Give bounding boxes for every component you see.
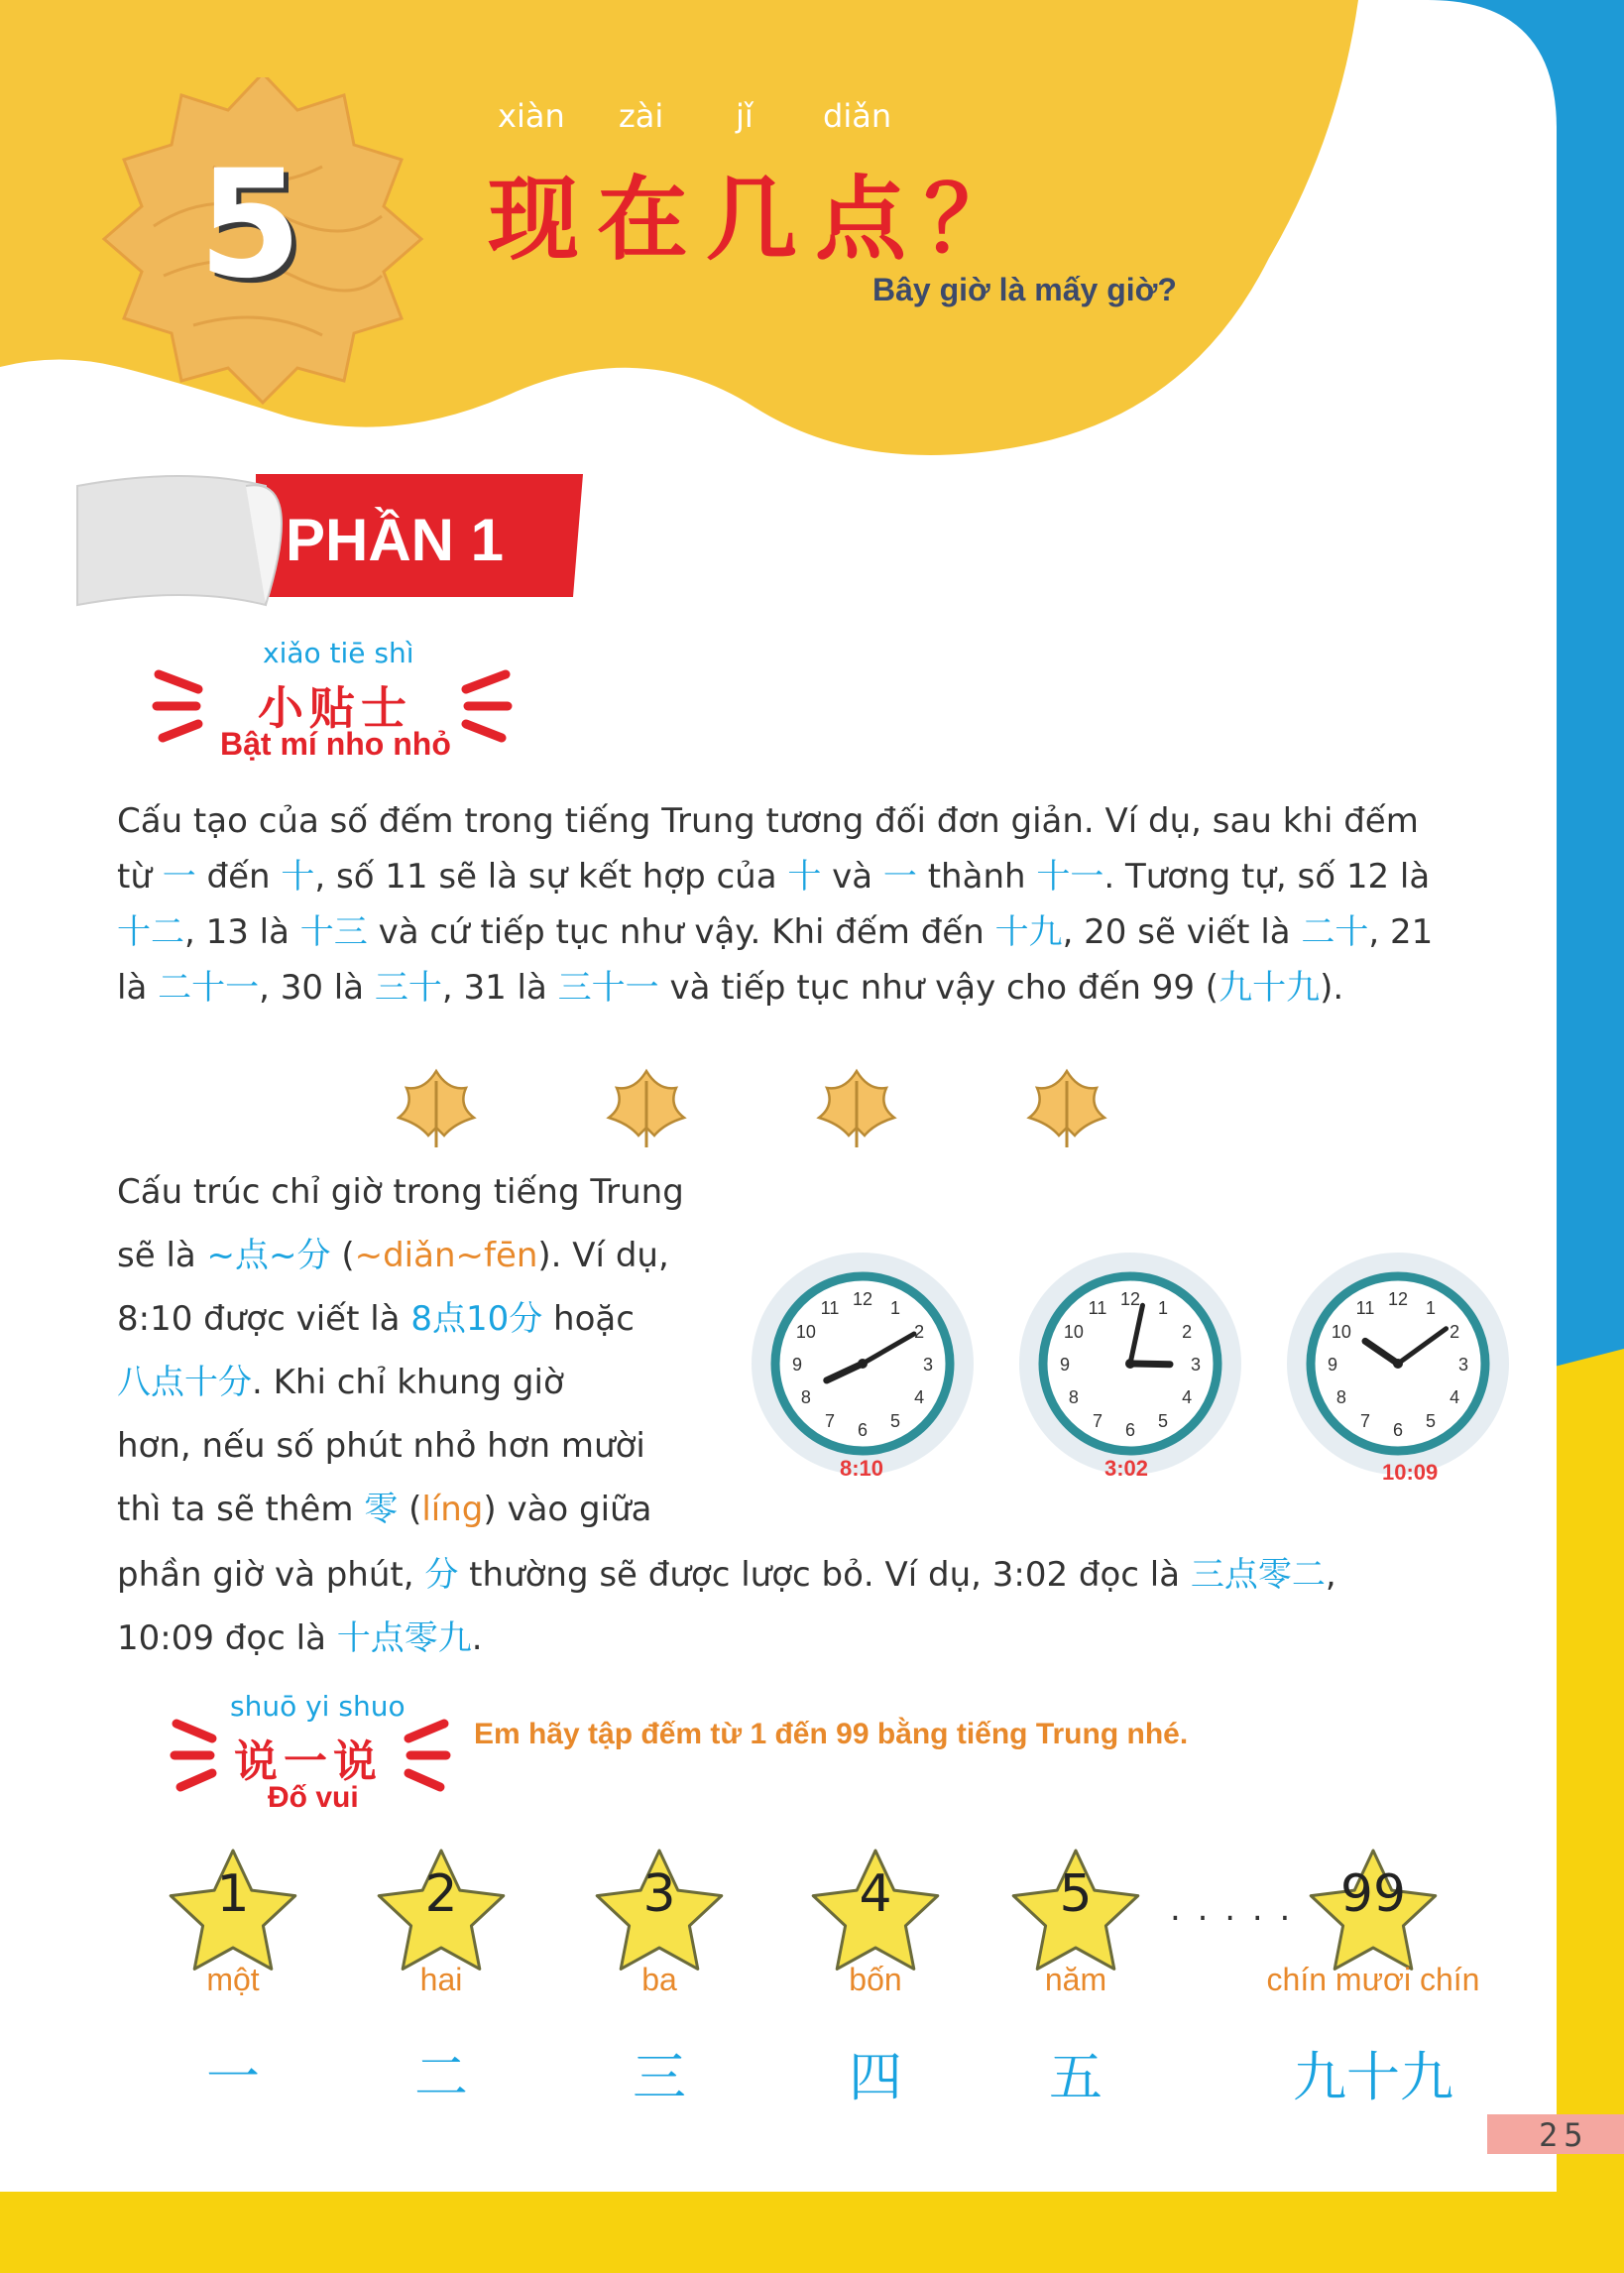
time-line <box>117 1414 702 1478</box>
number-word-vi: ba <box>641 1962 677 1997</box>
svg-text:11: 11 <box>820 1297 840 1318</box>
svg-text:11: 11 <box>1355 1297 1375 1318</box>
svg-text:4: 4 <box>1450 1387 1460 1407</box>
svg-text:5: 5 <box>889 1411 901 1432</box>
svg-text:12: 12 <box>1119 1289 1141 1309</box>
svg-text:5: 5 <box>1157 1411 1169 1432</box>
number-word-vi: một <box>206 1962 260 1997</box>
chinese-term: 十九 <box>994 912 1063 952</box>
activity-title-cn: 说一说 <box>234 1736 383 1787</box>
svg-text:10: 10 <box>795 1322 816 1342</box>
text-segment: , 30 là <box>259 968 375 1008</box>
time-line <box>117 1224 702 1287</box>
counting-line <box>117 960 1465 1016</box>
counting-line <box>117 793 1465 849</box>
svg-text:7: 7 <box>1092 1411 1103 1432</box>
time-line <box>117 1287 702 1351</box>
chinese-term: 一 <box>882 857 917 897</box>
clock-label-1: 8:10 <box>840 1456 884 1481</box>
chinese-term: 十三 <box>299 912 368 952</box>
counting-line <box>117 904 1465 960</box>
svg-text:8: 8 <box>1068 1387 1079 1407</box>
number-word-cn: 五 <box>1049 2046 1102 2108</box>
pinyin-term: ~diǎn~fēn <box>354 1236 538 1275</box>
leaf-icon <box>609 1071 684 1147</box>
chinese-term: 十 <box>787 857 822 897</box>
svg-text:2: 2 <box>914 1322 925 1342</box>
time-line <box>117 1160 702 1224</box>
chinese-term: 八点十分 <box>117 1363 252 1402</box>
text-segment: thì ta sẽ thêm <box>117 1490 365 1529</box>
counting-explanation <box>117 793 1465 1016</box>
bottom-band <box>0 2192 1624 2273</box>
title-pinyin-2: zài <box>619 97 664 135</box>
text-segment: , 21 <box>1368 912 1434 952</box>
number-word-vi: hai <box>419 1962 463 1997</box>
number-word-cn: 二 <box>414 2046 468 2108</box>
chinese-term: 8点10分 <box>410 1299 543 1339</box>
text-segment: thành <box>916 857 1037 897</box>
tip-title-cn: 小贴士 <box>258 681 412 735</box>
text-segment: , <box>1325 1555 1336 1595</box>
svg-text:7: 7 <box>1359 1411 1371 1432</box>
ellipsis: . . . . . <box>1170 1889 1294 1929</box>
star-number: 4 <box>859 1864 892 1924</box>
star-number: 5 <box>1059 1864 1093 1924</box>
activity-title-vi: Đố vui <box>268 1781 359 1814</box>
counting-line <box>117 849 1465 904</box>
clock-label-3: 10:09 <box>1382 1460 1439 1485</box>
chinese-term: 二十一 <box>158 968 260 1008</box>
leaf-divider <box>397 1066 1130 1155</box>
chinese-term: 零 <box>364 1490 399 1529</box>
activity-instruction: Em hãy tập đếm từ 1 đến 99 bằng tiếng Trung nhé. <box>474 1718 1189 1750</box>
number-word-cn: 一 <box>206 2046 260 2108</box>
number-word-cn: 九十九 <box>1293 2046 1453 2108</box>
text-segment: hơn, nếu số phút nhỏ hơn mười <box>117 1426 645 1466</box>
text-segment: , số 11 sẽ là sự kết hợp của <box>314 857 788 897</box>
text-segment: và tiếp tục như vậy cho đến 99 ( <box>658 968 1219 1008</box>
svg-text:5: 5 <box>1425 1411 1437 1432</box>
text-segment: sẽ là <box>117 1236 207 1275</box>
chinese-term: 分 <box>424 1555 459 1595</box>
text-segment: Cấu trúc chỉ giờ trong tiếng Trung <box>117 1172 684 1212</box>
svg-text:7: 7 <box>824 1411 836 1432</box>
svg-text:3: 3 <box>1190 1355 1202 1375</box>
time-cont-line <box>117 1543 1465 1607</box>
text-segment: và cứ tiếp tục như vậy. Khi đếm đến <box>367 912 995 952</box>
text-segment: hoặc <box>542 1299 635 1339</box>
clock-label-2: 3:02 <box>1104 1456 1149 1481</box>
svg-text:8: 8 <box>1335 1387 1346 1407</box>
svg-text:12: 12 <box>852 1289 873 1309</box>
text-segment: thường sẽ được lược bỏ. Ví dụ, 3:02 đọc là <box>458 1555 1191 1595</box>
time-line <box>117 1478 702 1541</box>
page-number: 25 <box>1539 2116 1589 2154</box>
number-word-vi: chín mươi chín <box>1266 1962 1480 1997</box>
chinese-term: ~点~分 <box>206 1236 331 1275</box>
svg-text:4: 4 <box>914 1387 925 1407</box>
title-pinyin-1: xiàn <box>498 97 565 135</box>
title-pinyin-4: diǎn <box>823 97 892 135</box>
text-segment: , 13 là <box>184 912 300 952</box>
star-number: 2 <box>424 1864 458 1924</box>
text-segment: Cấu tạo của số đếm trong tiếng Trung tương đối đơn giản. Ví dụ, sau khi đếm <box>117 801 1419 841</box>
section-label: PHẦN 1 <box>286 507 505 573</box>
number-word-cn: 三 <box>633 2046 686 2108</box>
star-number: 3 <box>642 1864 676 1924</box>
svg-text:1: 1 <box>889 1297 901 1318</box>
time-cont-line <box>117 1607 1465 1670</box>
tip-pinyin: xiǎo tiē shì <box>263 637 414 669</box>
page-title-cn: 现在几点？ <box>488 167 1034 273</box>
svg-text:11: 11 <box>1088 1297 1107 1318</box>
svg-text:9: 9 <box>1327 1355 1338 1375</box>
svg-text:3: 3 <box>1457 1355 1469 1375</box>
title-pinyin-3: jǐ <box>736 97 754 135</box>
text-segment: là <box>117 968 159 1008</box>
svg-text:12: 12 <box>1387 1289 1409 1309</box>
text-segment: và <box>821 857 883 897</box>
pinyin-term: líng <box>421 1490 484 1529</box>
chinese-term: 九十九 <box>1218 968 1321 1008</box>
svg-text:4: 4 <box>1182 1387 1193 1407</box>
svg-text:8: 8 <box>800 1387 811 1407</box>
clock-icon <box>752 1253 974 1475</box>
svg-text:10: 10 <box>1331 1322 1351 1342</box>
svg-text:6: 6 <box>1392 1420 1404 1440</box>
number-word-cn: 四 <box>849 2046 902 2108</box>
chinese-term: 三十 <box>374 968 442 1008</box>
svg-text:1: 1 <box>1157 1297 1169 1318</box>
leaf-icon <box>399 1071 474 1147</box>
text-segment: 8:10 được viết là <box>117 1299 411 1339</box>
svg-text:2: 2 <box>1450 1322 1460 1342</box>
leaf-icon <box>819 1071 894 1147</box>
star-number: 99 <box>1339 1864 1407 1924</box>
tip-title-vi: Bật mí nho nhỏ <box>220 726 451 762</box>
chinese-term: 三点零二 <box>1190 1555 1326 1595</box>
clock-icon <box>1019 1253 1241 1475</box>
chinese-term: 三十一 <box>557 968 659 1008</box>
text-segment: đến <box>195 857 282 897</box>
svg-text:9: 9 <box>1059 1355 1071 1375</box>
text-segment: ). <box>1320 968 1344 1008</box>
svg-text:10: 10 <box>1063 1322 1084 1342</box>
activity-pinyin: shuō yi shuo <box>230 1690 406 1723</box>
lesson-number: 5 <box>198 139 302 311</box>
text-segment: phần giờ và phút, <box>117 1555 425 1595</box>
page-subtitle-vi: Bây giờ là mấy giờ? <box>872 272 1177 307</box>
svg-text:9: 9 <box>791 1355 803 1375</box>
text-segment: , 31 là <box>441 968 558 1008</box>
svg-text:6: 6 <box>857 1420 869 1440</box>
text-segment: . Tương tự, số 12 là <box>1103 857 1431 897</box>
text-segment: ). Ví dụ, <box>537 1236 669 1275</box>
leaf-icon <box>1029 1071 1104 1147</box>
chinese-term: 十点零九 <box>336 1618 472 1658</box>
chinese-term: 一 <box>162 857 196 897</box>
text-segment: từ <box>117 857 163 897</box>
time-explanation <box>117 1160 702 1541</box>
chinese-term: 二十 <box>1301 912 1369 952</box>
text-segment: ) vào giữa <box>483 1490 652 1529</box>
text-segment: ( <box>398 1490 422 1529</box>
chinese-term: 十二 <box>117 912 184 952</box>
svg-text:1: 1 <box>1425 1297 1437 1318</box>
text-segment: ( <box>330 1236 355 1275</box>
text-segment: . <box>471 1618 483 1658</box>
clock-icon <box>1287 1253 1509 1475</box>
chinese-term: 十一 <box>1036 857 1104 897</box>
text-segment: 10:09 đọc là <box>117 1618 337 1658</box>
svg-text:6: 6 <box>1124 1420 1136 1440</box>
svg-text:2: 2 <box>1182 1322 1193 1342</box>
text-segment: , 20 sẽ viết là <box>1062 912 1302 952</box>
star-number: 1 <box>216 1864 250 1924</box>
chinese-term: 十 <box>281 857 315 897</box>
svg-text:3: 3 <box>922 1355 934 1375</box>
text-segment: . Khi chỉ khung giờ <box>252 1363 564 1402</box>
time-explanation-continued <box>117 1543 1465 1670</box>
number-word-vi: bốn <box>849 1962 902 1997</box>
number-word-vi: năm <box>1044 1962 1107 1997</box>
time-line <box>117 1351 702 1414</box>
